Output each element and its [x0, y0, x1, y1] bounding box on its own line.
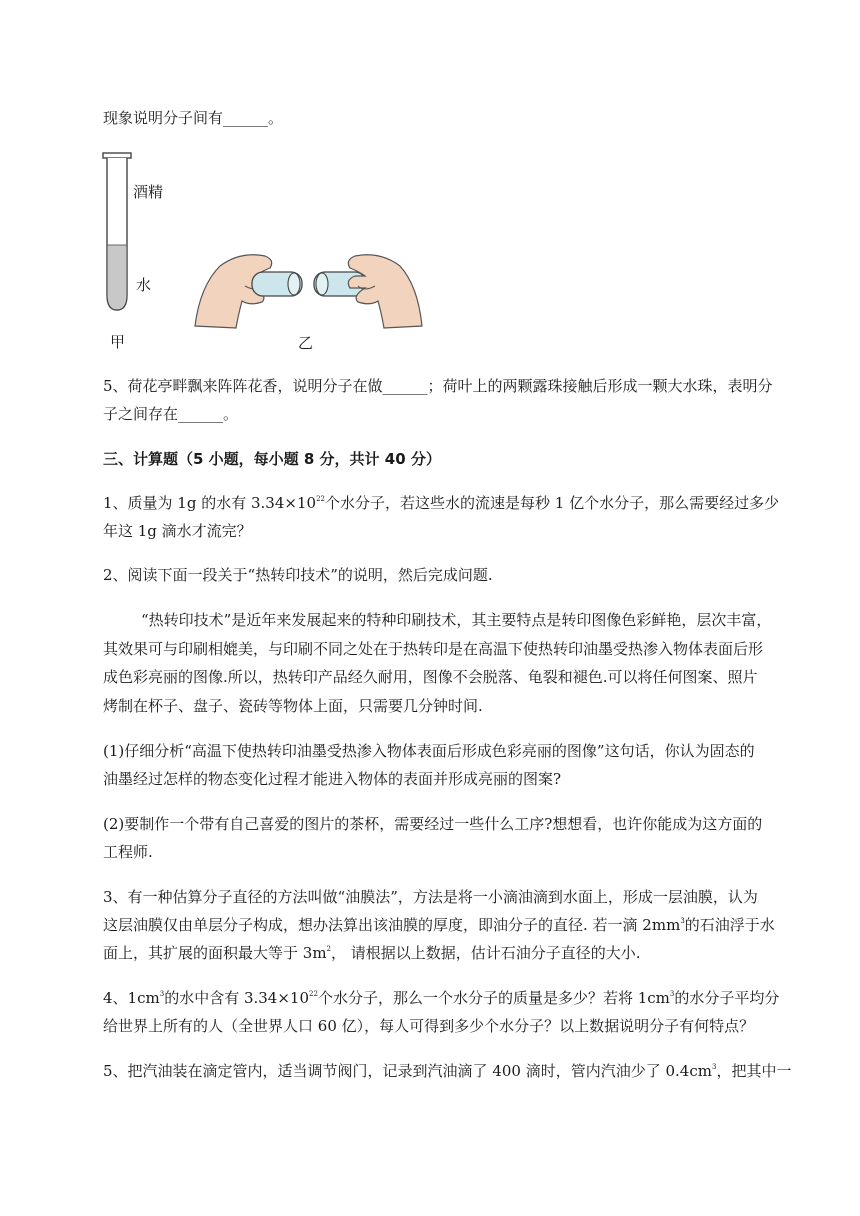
text-line: 给世界上所有的人（全世界人口 60 亿），每人可得到多少个水分子？以上数据说明分子有何特点？ [103, 1017, 755, 1035]
text-line: 4、$1cm^3$的水中含有 $3.34\times 10^{22}$个水分子，那么一个水分子的质量是多少？若将 $1cm^3$的水分子平均分 [103, 989, 780, 1007]
text-line: (1)仔细分析“高温下使热转印油墨受热渗入物体表面后形成色彩亮丽的图像”这句话，你认为固态的 [103, 742, 755, 760]
text-line: 2、阅读下面一段关于“热转印技术”的说明，然后完成问题. [103, 566, 493, 584]
text-line: 子之间存在______。 [103, 405, 239, 423]
paragraph-line: “热转印技术”是近年来发展起来的特种印刷技术，其主要特点是转印图像色彩鲜艳，层次丰富， [141, 611, 772, 629]
test-tube-icon [100, 150, 140, 320]
text-line: 油墨经过怎样的物态变化过程才能进入物体的表面并形成亮丽的图案? [103, 770, 562, 788]
text-line: 1、质量为 1g 的水有 $3.34\times 10^{22}$个水分子，若这些水的流速是每秒 1 亿个水分子，那么需要经过多少 [103, 494, 780, 512]
glass-rod-icon [252, 272, 302, 296]
text-line: 工程师. [103, 843, 153, 861]
hands-glass-figure [190, 246, 430, 336]
paragraph-line: 烤制在杯子、盘子、瓷砖等物体上面，只需要几分钟时间. [103, 697, 483, 715]
right-hand-icon [348, 255, 422, 328]
text-line: 5、把汽油装在滴定管内，适当调节阀门，记录到汽油滴了 400 滴时，管内汽油少了 $0.4cm^3$，把其中一 [103, 1062, 792, 1080]
text-line: 面上，其扩展的面积最大等于 $3m^2$， 请根据以上数据，估计石油分子直径的大小. [103, 944, 641, 962]
text-line: 3、有一种估算分子直径的方法叫做“油膜法”，方法是将一小滴油滴到水面上，形成一层油膜，认为 [103, 888, 758, 906]
text-line: 5、荷花亭畔飘来阵阵花香，说明分子在做______；荷叶上的两颗露珠接触后形成一颗大水珠，表明分 [103, 377, 773, 395]
label-yi: 乙 [298, 334, 314, 352]
paragraph-line: 成色彩亮丽的图像.所以，热转印产品经久耐用，图像不会脱落、龟裂和褪色.可以将任何图案、照片 [103, 668, 758, 686]
text-line: 现象说明分子间有______。 [103, 109, 284, 127]
text-line: (2)要制作一个带有自己喜爱的图片的茶杯，需要经过一些什么工序?想想看，也许你能成为这方面的 [103, 815, 763, 833]
section-heading: 三、计算题（5 小题，每小题 8 分，共计 40 分） [103, 450, 441, 468]
label-alcohol: 酒精 [133, 183, 164, 201]
paragraph-line: 其效果可与印刷相媲美，与印刷不同之处在于热转印是在高温下使热转印油墨受热渗入物体表面后形 [103, 640, 764, 658]
text-line: 这层油膜仅由单层分子构成，想办法算出该油膜的厚度，即油分子的直径. 若一滴 $2mm^3$的石油浮于水 [103, 916, 775, 934]
text-line: 年这 1g 滴水才流完？ [103, 522, 252, 540]
label-water: 水 [136, 276, 152, 294]
label-jia: 甲 [110, 333, 126, 351]
